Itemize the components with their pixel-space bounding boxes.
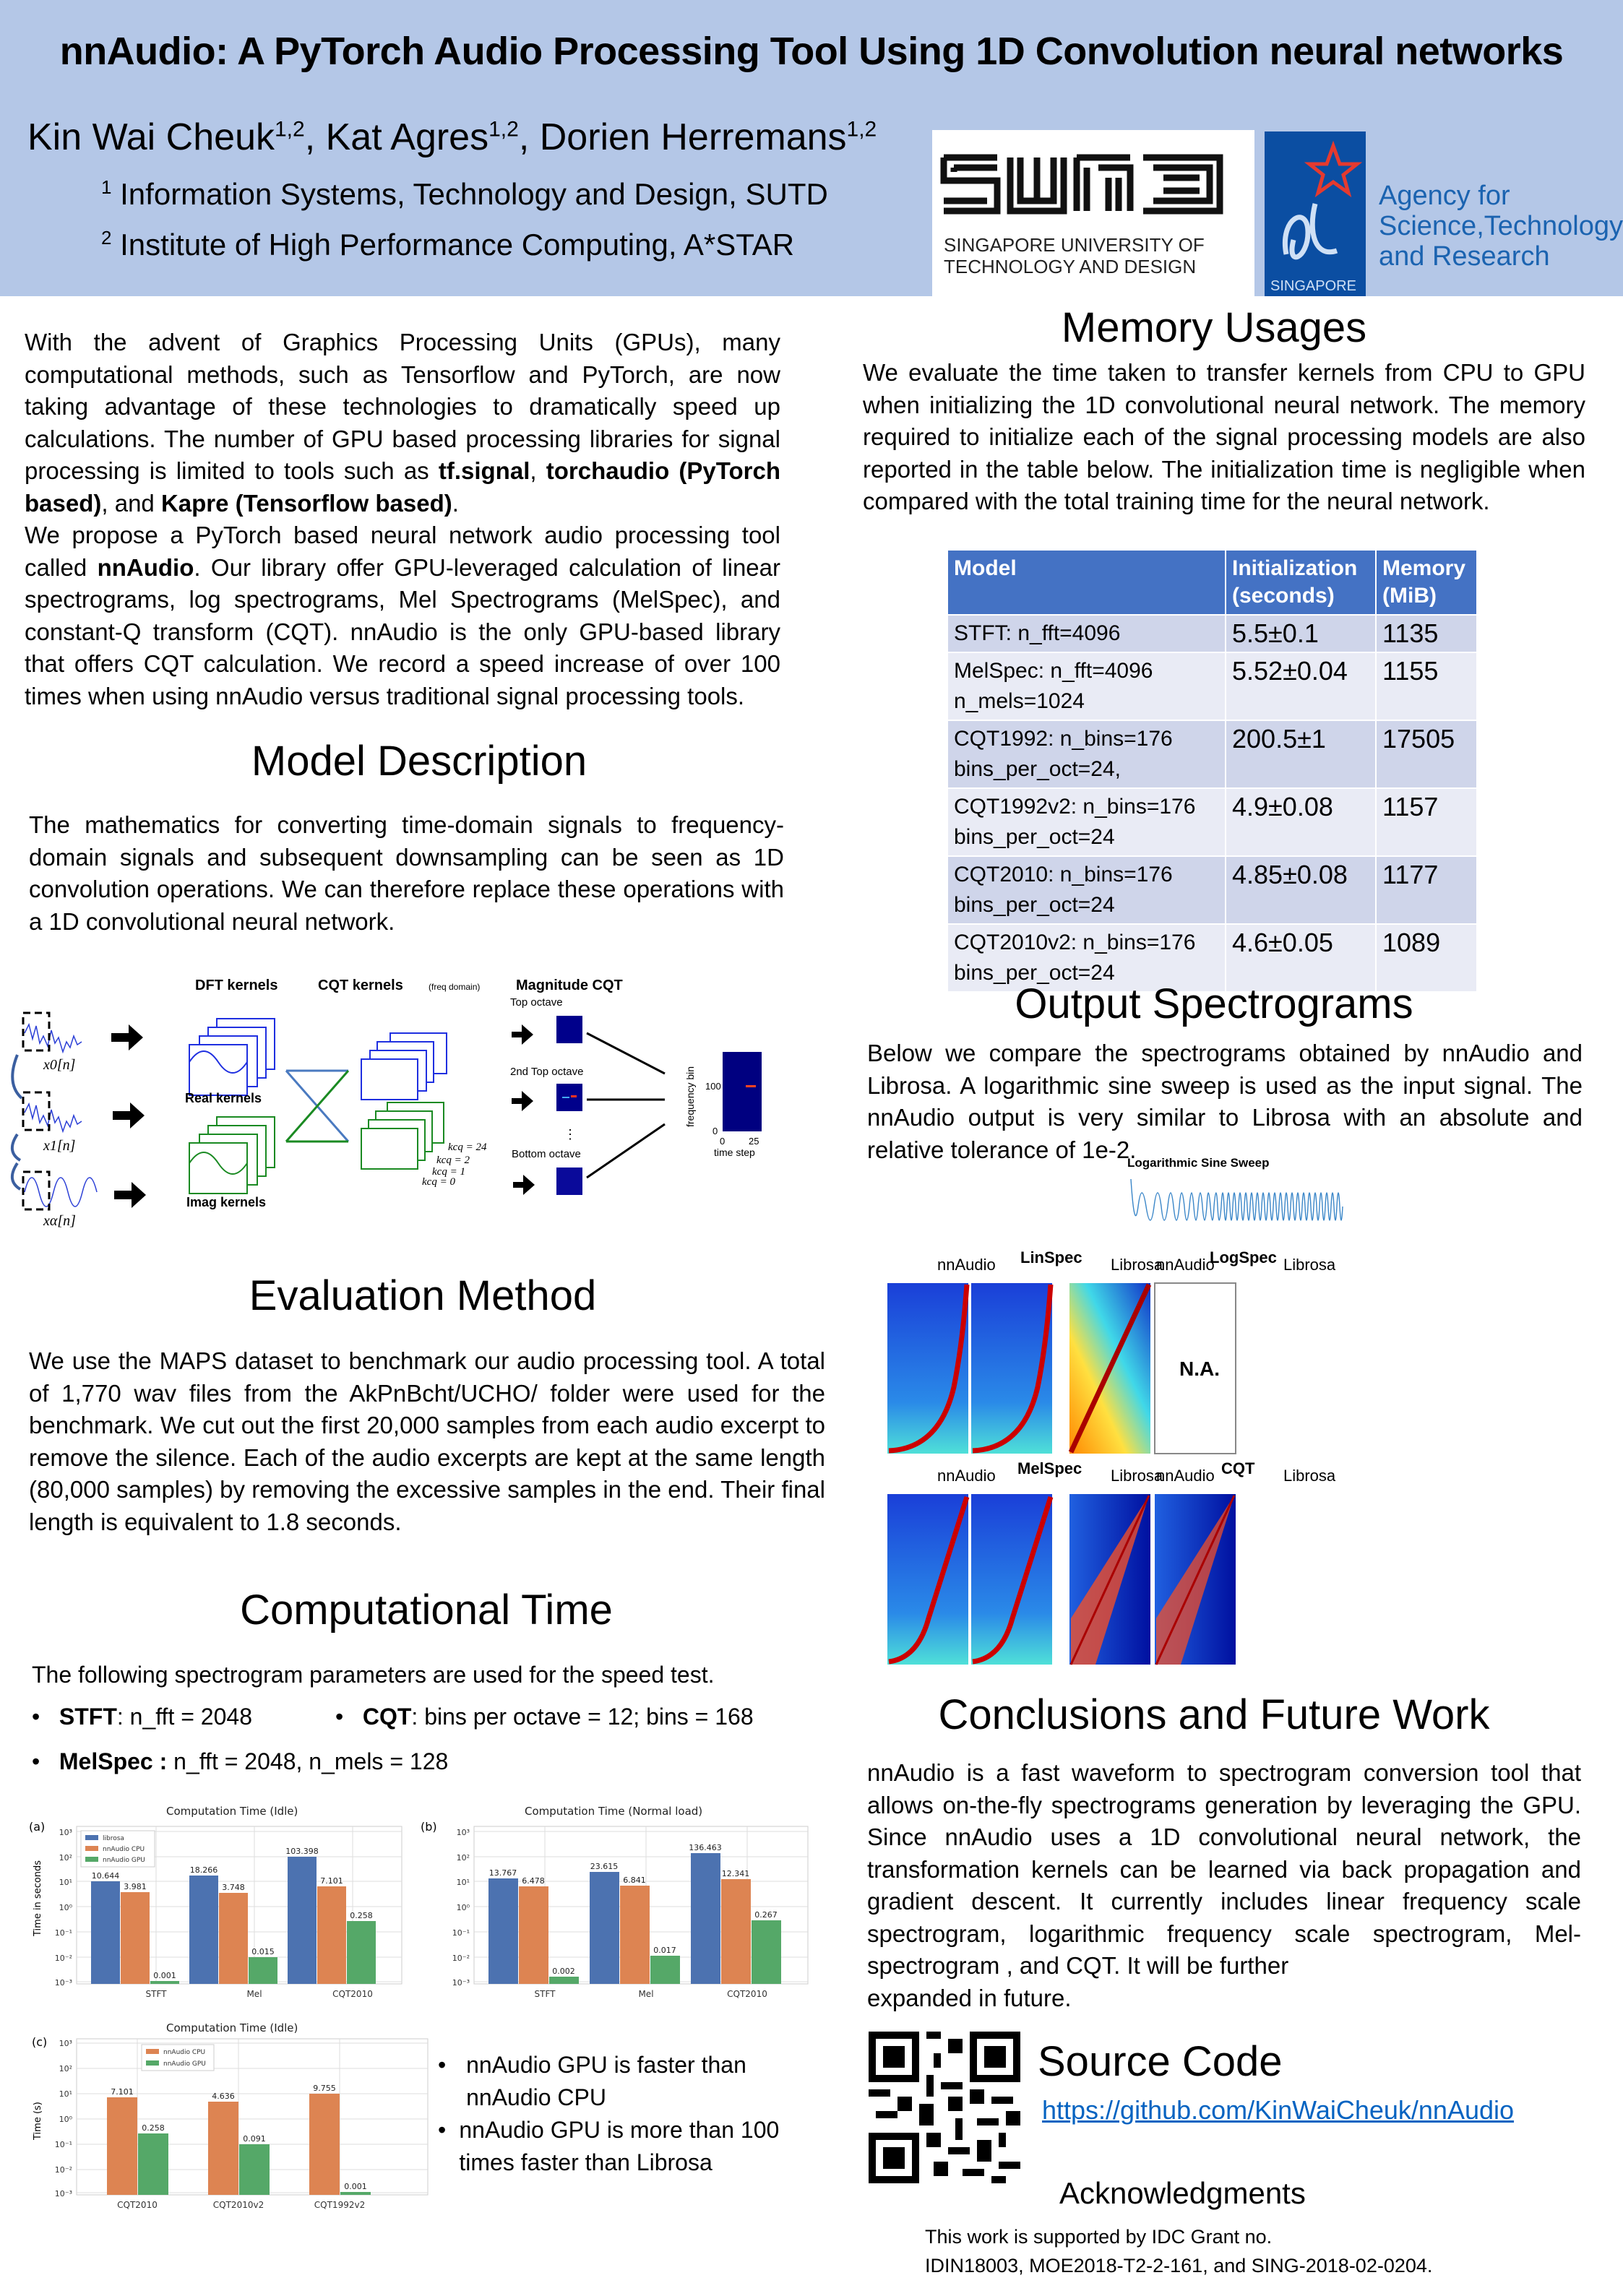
svg-text:0.267: 0.267 (754, 1910, 778, 1920)
param-stft: • STFT: n_fft = 2048 (32, 1704, 252, 1730)
svg-text:Mel: Mel (246, 1989, 262, 1999)
svg-text:(a): (a) (29, 1820, 46, 1834)
cqt-architecture-diagram (0, 961, 817, 1228)
svg-text:0.258: 0.258 (350, 1911, 373, 1920)
svg-text:0.001: 0.001 (344, 2182, 367, 2191)
svg-text:MelSpec: MelSpec (1017, 1459, 1082, 1477)
memory-usages-title: Memory Usages (1061, 304, 1367, 351)
computational-time-intro: The following spectrogram parameters are used for the speed test. (32, 1662, 715, 1688)
svg-text:0: 0 (720, 1136, 726, 1147)
svg-text:Computation Time (Normal load): Computation Time (Normal load) (525, 1805, 703, 1818)
intro-paragraph: With the advent of Graphics Processing Units (GPUs), many computational methods, such as Tensorflow and PyTorch, are now taking advantage of these technologies to dramatically speed up calculations. The number of GPU based processing libraries for signal processing is limited to tools such as tf.signal, torchaudio (PyTorch based), and Kapre (Tensorflow based). We propose a PyTorch based neural network audio processing tool called nnAudio. Our library offer GPU-leveraged calculation of linear spectrograms, log spectrograms, Mel Spectrograms (MelSpec), and constant-Q transform (CQT). nnAudio is the only GPU-based library that offers CQT calculation. We record a speed increase of over 100 times when using nnAudio versus traditional signal processing tools. (25, 329, 780, 709)
svg-text:nnAudio: nnAudio (1156, 1467, 1215, 1485)
svg-text:kcq = 24: kcq = 24 (448, 1141, 487, 1153)
svg-text:nnAudio CPU: nnAudio CPU (163, 2049, 206, 2056)
conclusions-title: Conclusions and Future Work (938, 1691, 1490, 1738)
qr-code-icon (869, 2032, 1020, 2183)
svg-text:CQT2010: CQT2010 (727, 1989, 767, 1999)
svg-text:Computation Time (Idle): Computation Time (Idle) (166, 2021, 298, 2034)
svg-text:10⁻³: 10⁻³ (54, 1978, 72, 1988)
svg-text:(freq domain): (freq domain) (429, 982, 481, 992)
svg-text:10.644: 10.644 (91, 1871, 120, 1881)
output-spectrograms-text: Below we compare the spectrograms obtained by nnAudio and Librosa. A logarithmic sine sweep is used as the input signal. The nnAudio output is very similar to Librosa with an absolute and relative tolerance of 1e-2. (867, 1040, 1583, 1163)
svg-text:LinSpec: LinSpec (1020, 1248, 1082, 1266)
chart-idle-c (22, 2016, 434, 2211)
computational-time-title: Computational Time (240, 1587, 613, 1633)
svg-text:CQT kernels: CQT kernels (318, 977, 403, 993)
svg-text:Librosa: Librosa (1111, 1256, 1163, 1274)
output-spectrograms-title: Output Spectrograms (1015, 980, 1413, 1027)
svg-text:STFT: STFT (534, 1989, 556, 1999)
svg-text:Imag kernels: Imag kernels (186, 1195, 267, 1209)
svg-text:10⁻¹: 10⁻¹ (54, 1928, 72, 1938)
svg-text:0.001: 0.001 (153, 1971, 176, 1980)
svg-text:9.755: 9.755 (313, 2084, 336, 2093)
bullet-item: nnAudio GPU is more than 100 times faster than Librosa (459, 2117, 780, 2175)
model-description-text: The mathematics for converting time-domain signals to frequency-domain signals and subsequent downsampling can be seen as 1D convolution operations. We can therefore replace these operations with a 1D convolutional neural network. (29, 811, 784, 935)
svg-text:2nd Top octave: 2nd Top octave (510, 1066, 584, 1078)
svg-text:DFT kernels: DFT kernels (195, 977, 278, 993)
github-link[interactable]: https://github.com/KinWaiCheuk/nnAudio (1042, 2095, 1515, 2125)
evaluation-text: We use the MAPS dataset to benchmark our audio processing tool. A total of 1,770 wav files from the AkPnBcht/UCHO/ folder were used for the benchmark. We cut out the first 20,000 samples from each audio excerpt to remove the silence. Each of the audio excerpts are kept at the same length (80,000 samples) by removing the excessive samples in the end. Their final length is equivalent to 1.8 seconds. (29, 1347, 825, 1535)
svg-text:25: 25 (749, 1136, 759, 1147)
input-signal-frames (25, 1024, 97, 1207)
svg-text:CQT2010v2: CQT2010v2 (212, 2200, 264, 2210)
svg-text:10²: 10² (456, 1853, 470, 1863)
evaluation-title: Evaluation Method (249, 1272, 597, 1319)
conclusions-text: nnAudio is a fast waveform to spectrogram conversion tool that allows on-the-fly spectrograms generation by leveraging the GPU. Since nnAudio uses a 1D convolutional neural network, the transformation kernels can be learned via back propagation and gradient descent. It currently includes linear frequency scale spectrogram, logarithmic frequency scale spectrogram, Mel-spectrogram , and CQT. It will be further expanded in future. (867, 1759, 1581, 2011)
astar-logo (1265, 131, 1366, 296)
svg-text:3.748: 3.748 (222, 1883, 245, 1892)
svg-text:136.463: 136.463 (689, 1843, 722, 1852)
table-row: CQT2010: n_bins=176 bins_per_oct=24 4.85±0.08 1177 (947, 856, 1477, 924)
svg-text:N.A.: N.A. (1179, 1358, 1220, 1380)
svg-text:6.841: 6.841 (623, 1876, 646, 1885)
svg-text:CQT2010: CQT2010 (117, 2200, 158, 2210)
svg-text:100: 100 (705, 1081, 721, 1092)
author-name: Dorien Herremans (539, 116, 847, 158)
svg-text:kcq = 2: kcq = 2 (436, 1155, 470, 1166)
svg-text:10⁻¹: 10⁻¹ (452, 1928, 470, 1938)
svg-text:Time in seconds: Time in seconds (33, 1860, 43, 1936)
svg-text:Time (s): Time (s) (33, 2102, 43, 2140)
chart-idle-a (22, 1799, 419, 2001)
svg-text:kcq = 0: kcq = 0 (422, 1176, 455, 1188)
svg-text:0.015: 0.015 (251, 1947, 275, 1956)
author-list: Kin Wai Cheuk$^{1,2}$, Kat Agres$^{1,2}$, Dorien Herremans$^{1,2}$ (27, 116, 877, 158)
table-header-row: Model Initialization (seconds) Memory (MiB) (947, 550, 1477, 615)
svg-text:nnAudio: nnAudio (937, 1256, 996, 1274)
qr-code[interactable] (869, 2032, 1020, 2183)
svg-text:7.101: 7.101 (320, 1876, 343, 1886)
svg-text:nnAudio CPU: nnAudio CPU (103, 1846, 145, 1853)
sweep-title: Logarithmic Sine Sweep (1127, 1156, 1270, 1170)
svg-text:10⁻¹: 10⁻¹ (54, 2140, 72, 2149)
svg-text:10³: 10³ (59, 1828, 72, 1837)
svg-text:0.017: 0.017 (653, 1946, 676, 1955)
svg-text:12.341: 12.341 (721, 1869, 750, 1878)
svg-text:STFT: STFT (145, 1989, 167, 1999)
svg-text:23.615: 23.615 (590, 1862, 619, 1871)
chart-normal-load-b (419, 1799, 817, 2001)
svg-text:nnAudio GPU: nnAudio GPU (163, 2060, 206, 2068)
svg-text:Top octave: Top octave (510, 996, 563, 1009)
svg-text:18.266: 18.266 (189, 1865, 218, 1875)
svg-text:0.258: 0.258 (142, 2123, 165, 2133)
svg-text:CQT: CQT (1221, 1459, 1255, 1477)
svg-text:time step: time step (714, 1147, 755, 1158)
svg-text:nnAudio GPU: nnAudio GPU (103, 1857, 145, 1864)
svg-text:10⁻³: 10⁻³ (452, 1978, 470, 1988)
affiliation-2: $^2$ Institute of High Performance Computing, A*STAR (101, 227, 795, 262)
svg-text:4.636: 4.636 (212, 2092, 235, 2101)
svg-text:10⁻³: 10⁻³ (54, 2189, 72, 2198)
param-cqt: • CQT: bins per octave = 12; bins = 168 (335, 1704, 754, 1730)
svg-text:0.091: 0.091 (243, 2134, 266, 2144)
svg-text:7.101: 7.101 (111, 2087, 134, 2097)
param-melspec: • MelSpec : n_fft = 2048, n_mels = 128 (32, 1748, 449, 1774)
svg-text:13.767: 13.767 (488, 1868, 517, 1878)
svg-text:x1[n]: x1[n] (43, 1138, 76, 1154)
svg-text:Real kernels: Real kernels (185, 1091, 262, 1105)
svg-text:nnAudio: nnAudio (1156, 1256, 1215, 1274)
source-code-title: Source Code (1038, 2038, 1283, 2085)
svg-text:10²: 10² (59, 2064, 72, 2073)
sutd-logo-icon (932, 130, 1254, 296)
svg-text:10³: 10³ (59, 2039, 72, 2048)
svg-text:CQT2010: CQT2010 (332, 1989, 373, 1999)
svg-text:10⁻²: 10⁻² (54, 2165, 72, 2175)
spectrogram-grid (853, 1243, 1623, 1676)
svg-text:Computation Time (Idle): Computation Time (Idle) (166, 1805, 298, 1818)
svg-text:xα[n]: xα[n] (43, 1213, 76, 1228)
svg-text:10²: 10² (59, 1853, 72, 1863)
sutd-logo (932, 130, 1254, 296)
acknowledgments-text: This work is supported by IDC Grant no. IDIN18003, MOE2018-T2-2-161, and SING-2018-02-0204. (925, 2226, 1433, 2276)
svg-text:kcq = 1: kcq = 1 (432, 1166, 465, 1178)
svg-text:Librosa: Librosa (1111, 1467, 1163, 1485)
svg-text:103.398: 103.398 (285, 1847, 319, 1856)
acknowledgments-title: Acknowledgments (1059, 2176, 1306, 2210)
svg-text:(c): (c) (32, 2035, 48, 2049)
memory-table (947, 549, 1478, 993)
svg-text:10¹: 10¹ (59, 2089, 72, 2099)
chart-legend (142, 2045, 214, 2071)
svg-text:10⁰: 10⁰ (59, 1903, 72, 1912)
author-name: Kin Wai Cheuk (27, 116, 275, 158)
svg-text:SINGAPORE UNIVERSITY OF: SINGAPORE UNIVERSITY OF (944, 234, 1205, 256)
astar-emblem-icon (1265, 131, 1366, 296)
chart-legend (81, 1831, 155, 1867)
svg-text:0: 0 (713, 1126, 718, 1136)
svg-text:3.981: 3.981 (124, 1882, 147, 1891)
svg-text:SINGAPORE: SINGAPORE (1270, 278, 1356, 294)
svg-text:10⁰: 10⁰ (59, 2115, 72, 2124)
table-row: CQT2010v2: n_bins=176 bins_per_oct=24 4.6±0.05 1089 (947, 924, 1477, 992)
svg-text:Bottom octave: Bottom octave (512, 1148, 581, 1160)
svg-text:10³: 10³ (456, 1828, 470, 1837)
svg-text:CQT1992v2: CQT1992v2 (314, 2200, 366, 2210)
svg-text:Librosa: Librosa (1283, 1467, 1336, 1485)
svg-text:6.478: 6.478 (522, 1876, 545, 1886)
svg-text:10⁰: 10⁰ (456, 1903, 470, 1912)
svg-text:x0[n]: x0[n] (43, 1057, 76, 1073)
svg-text:Mel: Mel (638, 1989, 654, 1999)
svg-text:frequency bin: frequency bin (684, 1066, 696, 1127)
table-row: MelSpec: n_fft=4096 n_mels=1024 5.52±0.04 1155 (947, 652, 1477, 720)
memory-usages-text: We evaluate the time taken to transfer kernels from CPU to GPU when initializing the 1D convolutional neural network. The memory required to initialize each of the signal processing models are also reported in the table below. The initialization time is negligible when compared with the total training time for the neural network. (863, 359, 1585, 514)
svg-text:10¹: 10¹ (456, 1878, 470, 1887)
svg-text:(b): (b) (421, 1820, 437, 1834)
affiliation-1: $^1$ Information Systems, Technology and Design, SUTD (101, 176, 828, 211)
bullet-item: nnAudio GPU is faster than nnAudio CPU (466, 2052, 746, 2110)
speed-bullets: • nnAudio GPU is faster than nnAudio CPU • nnAudio GPU is more than 100 times faster than Librosa (438, 2049, 814, 2179)
svg-text:nnAudio: nnAudio (937, 1467, 996, 1485)
svg-text:TECHNOLOGY AND DESIGN: TECHNOLOGY AND DESIGN (944, 256, 1197, 277)
svg-text:LogSpec: LogSpec (1210, 1248, 1277, 1266)
svg-text:0.002: 0.002 (552, 1967, 575, 1976)
svg-text:10¹: 10¹ (59, 1878, 72, 1887)
author-name: Kat Agres (325, 116, 489, 158)
svg-text:⋮: ⋮ (564, 1127, 577, 1141)
sine-sweep-plot (1127, 1178, 1351, 1235)
svg-text:10⁻²: 10⁻² (452, 1954, 470, 1963)
poster-title: nnAudio: A PyTorch Audio Processing Tool Using 1D Convolution neural networks (59, 30, 1564, 73)
table-row: STFT: n_fft=4096 5.5±0.1 1135 (947, 615, 1477, 652)
svg-text:10⁻²: 10⁻² (54, 1954, 72, 1963)
svg-text:librosa: librosa (103, 1835, 124, 1842)
svg-text:Librosa: Librosa (1283, 1256, 1336, 1274)
astar-wordmark: Agency for Science,Technology and Research (1379, 181, 1623, 272)
svg-text:Magnitude CQT: Magnitude CQT (516, 977, 623, 993)
model-description-title: Model Description (251, 738, 587, 785)
table-row: CQT1992v2: n_bins=176 bins_per_oct=24 4.9±0.08 1157 (947, 788, 1477, 856)
table-row: CQT1992: n_bins=176 bins_per_oct=24, 200.5±1 17505 (947, 720, 1477, 788)
